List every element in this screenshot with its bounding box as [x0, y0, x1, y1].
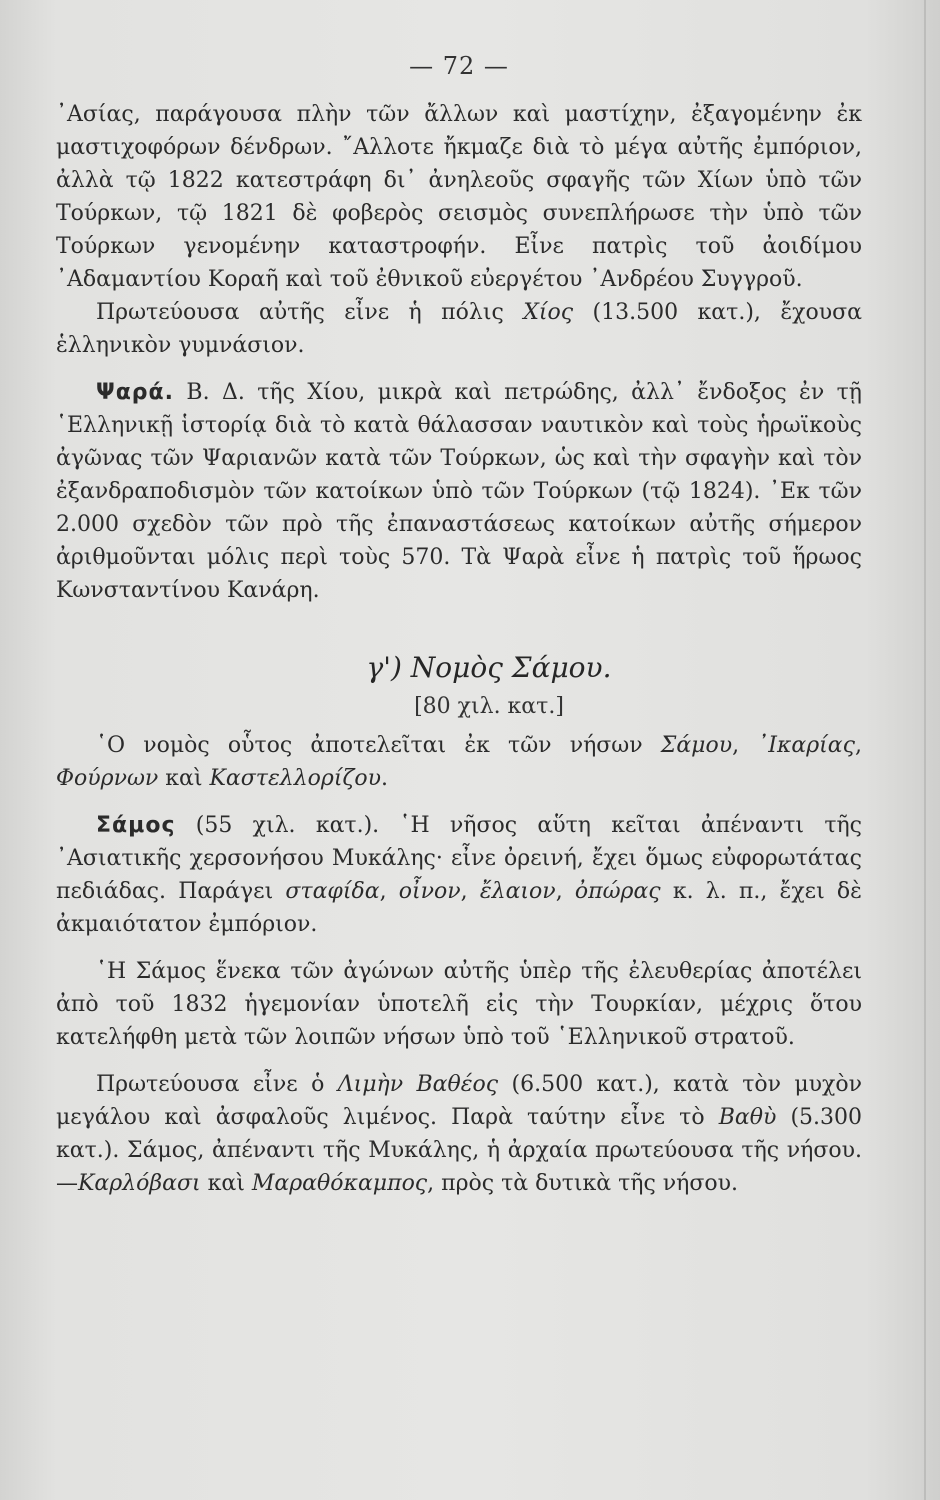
- text-run: (5.300 κατ.). Σάμος, ἀπέναντι τῆς Μυκάλης, ἡ ἀρχαία πρωτεύουσα τῆς νήσου.—: [56, 1105, 863, 1196]
- entry-lead-psara: Ψαρά.: [96, 380, 175, 405]
- place-name: ᾿Ικαρίας: [757, 733, 855, 758]
- text-run: ,: [854, 733, 862, 758]
- paragraph-samos-prefecture: [56, 729, 862, 795]
- product-name: ἔλαιον: [479, 879, 556, 904]
- section-area: [80 χιλ. κατ.]: [414, 694, 564, 719]
- text-run: Πρωτεύουσα αὐτῆς εἶνε ἡ πόλις: [96, 300, 524, 325]
- text-run: (13.500 κατ.), ἔχουσα ἑλληνικὸν γυμνάσιον.: [56, 300, 862, 358]
- text-run: .: [381, 766, 389, 791]
- place-name: Σάμου: [660, 733, 733, 758]
- place-name: Λιμὴν Βαθέος: [337, 1072, 499, 1097]
- place-name: Καστελλορίζου: [209, 766, 382, 791]
- paragraph-psara: [56, 376, 862, 607]
- place-name: Μαραθόκαμπος: [251, 1171, 428, 1196]
- place-name: Καρλόβασι: [78, 1171, 201, 1196]
- place-name: Χίος: [523, 300, 574, 325]
- text-run: Πρωτεύουσα εἶνε ὁ: [96, 1072, 338, 1097]
- page-spine-edge: [924, 0, 926, 1500]
- text-run: (6.500 κατ.), κατὰ τὸν μυχὸν μεγάλου καὶ ἀσφαλοῦς λιμένος. Παρὰ ταύτην εἶνε τὸ: [56, 1072, 863, 1130]
- text-run: κ. λ. π., ἔχει δὲ ἀκμαιότατον ἐμπόριον.: [56, 879, 862, 937]
- paragraph-chios-history: ᾿Ασίας, παράγουσα πλὴν τῶν ἄλλων καὶ μαστίχην, ἐξαγομένην ἐκ μαστιχοφόρων δένδρων. ῎Αλλοτε ἤκμαζε διὰ τὸ μέγα αὐτῆς ἐμπόριον, ἀλλὰ τῷ 1822 κατεστράφη δι᾿ ἀνηλεοῦς σφαγῆς τῶν Χίων ὑπὸ τῶν Τούρκων, τῷ 1821 δὲ φοβερὸς σεισμὸς συνεπλήρωσε τὴν ὑπὸ τῶν Τούρκων γενομένην καταστροφήν. Εἶνε πατρὶς τοῦ ἀοιδίμου ᾿Αδαμαντίου Κοραῆ καὶ τοῦ ἐθνικοῦ εὐεργέτου ᾿Ανδρέου Συγγροῦ.: [56, 102, 862, 292]
- text-run: , πρὸς τὰ δυτικὰ τῆς νήσου.: [427, 1171, 738, 1196]
- product-name: σταφίδα: [285, 879, 380, 904]
- paragraph-samos-capital: [56, 1068, 862, 1200]
- product-name: οἶνον: [398, 879, 461, 904]
- text-run: καὶ: [158, 766, 210, 791]
- paragraph-chios-capital: [56, 296, 862, 362]
- text-run: καὶ: [200, 1171, 252, 1196]
- section-heading: γ') Νομὸς Σάμου.: [366, 651, 612, 684]
- entry-lead-samos: Σάμος: [96, 813, 176, 838]
- place-name: Φούρνων: [56, 766, 159, 791]
- paragraph-samos-island: [56, 809, 862, 941]
- page-number: — 72 —: [409, 52, 509, 80]
- paragraph-samos-principality: ῾Η Σάμος ἕνεκα τῶν ἀγώνων αὐτῆς ὑπὲρ τῆς ἐλευθερίας ἀποτέλει ἀπὸ τοῦ 1832 ἡγεμονίαν ὑποτελῆ εἰς τὴν Τουρκίαν, μέχρις ὅτου κατελήφθη μετὰ τῶν λοιπῶν νήσων ὑπὸ τοῦ ῾Ελληνικοῦ στρατοῦ.: [56, 959, 862, 1050]
- text-run: Β. Δ. τῆς Χίου, μικρὰ καὶ πετρώδης, ἀλλ᾿ ἔνδοξος ἐν τῇ ῾Ελληνικῇ ἱστορίᾳ διὰ τὸ κατὰ θάλασσαν ναυτικὸν καὶ τοὺς ἡρωϊκοὺς ἀγῶνας τῶν Ψαριανῶν κατὰ τῶν Τούρκων, ὡς καὶ τὴν σφαγὴν καὶ τὸν ἐξανδραποδισμὸν τῶν κατοίκων ὑπὸ τῶν Τούρκων (τῷ 1824). ᾿Εκ τῶν 2.000 σχεδὸν τῶν πρὸ τῆς ἐπαναστάσεως κατοίκων αὐτῆς σήμερον ἀριθμοῦνται μόλις περὶ τοὺς 570. Τὰ Ψαρὰ εἶνε ἡ πατρὶς τοῦ ἥρωος Κωνσταντίνου Κανάρη.: [56, 380, 862, 603]
- text-run: ,: [379, 879, 399, 904]
- product-name: ὀπώρας: [574, 879, 661, 904]
- text-run: ῾Ο νομὸς οὗτος ἀποτελεῖται ἐκ τῶν νήσων: [96, 733, 661, 758]
- text-run: ,: [555, 879, 575, 904]
- text-run: ,: [732, 733, 758, 758]
- text-run: (55 χιλ. κατ.). ῾Η νῆσος αὕτη κεῖται ἀπέναντι τῆς ᾿Ασιατικῆς χερσονήσου Μυκάλης· εἶνε ὀρεινή, ἔχει ὅμως εὐφορωτάτας πεδιάδας. Παράγει: [56, 813, 862, 904]
- place-name: Βαθὺ: [718, 1105, 777, 1130]
- text-run: ,: [460, 879, 480, 904]
